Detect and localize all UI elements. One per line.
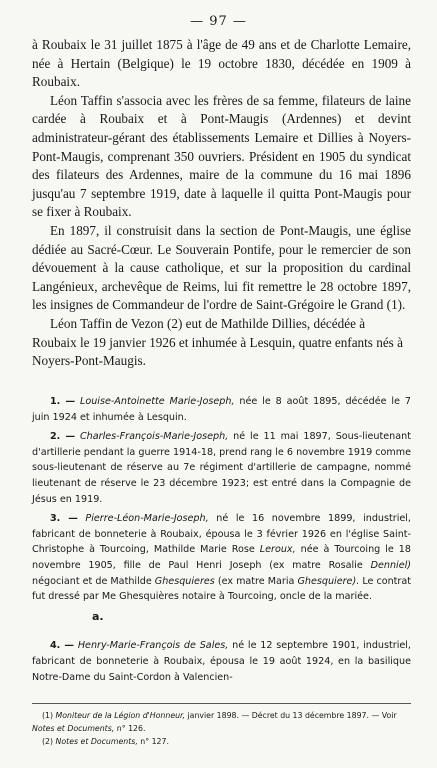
footnotes [32,703,411,748]
footnote-text: janvier 1898. — Décret du 13 décembre 1897. — Voir [187,711,397,720]
item-text: Le contrat fut dressé par Me Ghesquières notaire à Tourcoing, oncle de la mariée. [32,575,412,603]
child-name: Charles-François-Marie-Joseph, [79,431,229,443]
footnote-text: Notes et Documents, [32,724,115,733]
child-name: Pierre-Léon-Marie-Joseph, [85,513,209,525]
child-name: Louise-Antoinette Marie-Joseph, [79,396,235,407]
child-name: Henry-Marie-François de Sales, [77,640,229,652]
item-text: Ghesquieres [154,575,215,587]
page-number: — 97 — [190,14,247,29]
list-item [32,638,411,685]
footnote-text: Notes et Documents, [55,737,138,746]
list-item [32,511,411,605]
main-text [32,36,411,371]
item-text: née le 8 août 1895, décédée le 7 juin 1924 et inhumée à Lesquin. [32,396,411,423]
item-text: (ex matre Maria [217,575,295,587]
item-text: Leroux, [259,544,296,556]
item-text: né le 12 septembre 1901, industriel, fabricant de bonneterie à Roubaix, épousa le 19 août 1924, en la basilique Notre-Dame du Saint-Cordon à Valencien- [32,640,411,683]
item-number: 1. — [50,396,76,407]
footnote-text: Moniteur de la Légion d'Honneur, [55,711,186,720]
footnote-text: n° 127. [140,737,169,746]
item-number: 3. — [50,513,78,525]
item-number: 2. — [50,431,76,443]
item-number: 4. — [50,640,75,652]
item-text: né le 11 mai 1897, Sous-lieutenant d'artillerie pendant la guerre 1914-18, prend rang le 6 novembre 1919 comme sous-lieutenant de réserve au 7e régiment d'artillerie de campagne, nommé lieutenant de réserve le 23 décembre 1923; est entré dans la Compagnie de Jésus en 1919. [32,431,411,505]
margin-mark: a. [92,609,104,623]
list-item [32,394,411,425]
item-text: négociant et de Mathilde [32,575,152,587]
paragraph: En 1897, il construisit dans la section de Pont-Maugis, une église dédiée au Sacré-Cœur. Le Souverain Pontife, pour le remercier de son dévouement à la cause catholique, et sur la proposition du cardinal Langénieux, archevêque de Reims, lui fit remettre le 28 octobre 1897, les insignes de Commandeur de l'ordre de Saint-Grégoire le Grand (1). [32,222,411,313]
footnote-number: (1) [42,711,54,720]
item-text: Denniel) [370,559,412,571]
footnote [32,709,411,735]
paragraph: à Roubaix le 31 juillet 1875 à l'âge de 49 ans et de Charlotte Lemaire, née à Hertain (Belgique) le 19 octobre 1830, décédée en 1909 à Roubaix. [32,37,411,90]
footnote [32,735,411,748]
item-text: né le 16 novembre 1899, industriel, fabricant de bonneterie à Roubaix, épousa le 3 février 1926 en l'église Saint-Christophe à Tourcoing, Mathilde Marie Rose [32,513,411,556]
list-item [32,429,411,507]
footnote-text: n° 126. [116,724,146,733]
paragraph: Léon Taffin s'associa avec les frères de sa femme, filateurs de laine cardée à Roubaix et à Pont-Maugis (Ardennes) et devint administrateur-gérant des établissements Lemaire et Dillies à Noyers-Pont-Maugis, comprenant 350 ouvriers. Président en 1905 du syndicat des filateurs des Ardennes, maire de la commune du 16 mai 1896 jusqu'au 7 septembre 1919, date à laquelle il quitta Pont-Maugis pour se fixer à Roubaix. [32,92,411,220]
footnote-number: (2) [42,737,54,746]
item-text: Ghesquiere). [297,575,360,587]
children-list [32,394,411,689]
paragraph: Léon Taffin de Vezon (2) eut de Mathilde Dillies, décédée à Roubaix le 19 janvier 1926 et inhumée à Lesquin, quatre enfants nés à Noyers-Pont-Maugis. [32,315,403,369]
item-text: née à Tourcoing le 18 novembre 1905, fille de Paul Henri Joseph (ex matre Rosalie [32,544,411,571]
